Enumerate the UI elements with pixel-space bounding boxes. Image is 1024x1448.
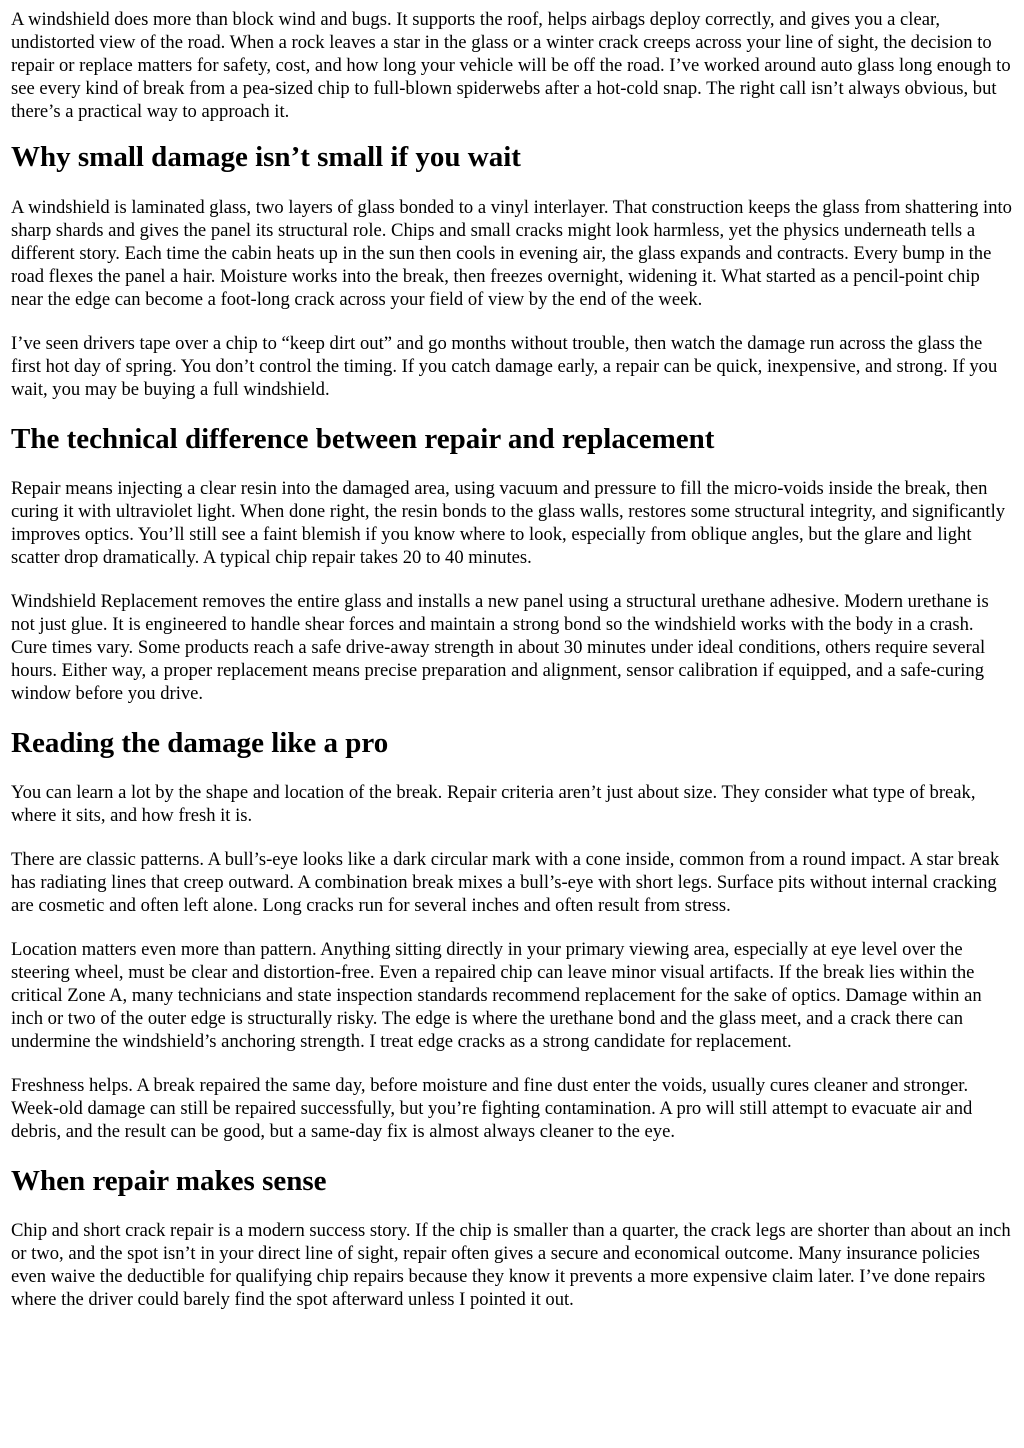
- paragraph: You can learn a lot by the shape and location of the break. Repair criteria aren’t just about size. They consider what type of break, where it sits, and how fresh it is.: [11, 782, 976, 826]
- paragraph: Repair means injecting a clear resin into the damaged area, using vacuum and pressure to fill the micro-voids inside the break, then curing it with ultraviolet light. When done right, the resin bonds to the glass walls, restores some structural integrity, and significantly improves optics. You’ll still see a faint blemish if you know where to look, especially from oblique angles, but the glare and light scatter drop dramatically. A typical chip repair takes 20 to 40 minutes.: [11, 478, 1006, 568]
- section-small-damage: [11, 140, 1014, 401]
- intro-paragraph: A windshield does more than block wind and bugs. It supports the roof, helps airbags deploy correctly, and gives you a clear, undistorted view of the road. When a rock leaves a star in the glass or a winter crack creeps across your line of sight, the decision to repair or replace matters for safety, cost, and how long your vehicle will be off the road. I’ve worked around auto glass long enough to see every kind of break from a pea-sized chip to full-blown spiderwebs after a hot-cold snap. The right call isn’t always obvious, but there’s a practical way to approach it.: [11, 9, 1011, 122]
- paragraph: Location matters even more than pattern. Anything sitting directly in your primary viewing area, especially at eye level over the steering wheel, must be clear and distortion-free. Even a repaired chip can leave minor visual artifacts. If the break lies within the critical Zone A, many technicians and state inspection standards recommend replacement for the sake of optics. Damage within an inch or two of the outer edge is structurally risky. The edge is where the urethane bond and the glass meet, and a crack there can undermine the windshield’s anchoring strength. I treat edge cracks as a strong candidate for replacement.: [11, 939, 982, 1052]
- section-reading-damage: [11, 726, 1014, 1143]
- section-heading: The technical difference between repair and replacement: [11, 423, 715, 455]
- paragraph: There are classic patterns. A bull’s-eye looks like a dark circular mark with a cone inside, common from a round impact. A star break has radiating lines that creep outward. A combination break mixes a bull’s-eye with short legs. Surface pits without internal cracking are cosmetic and often left alone. Long cracks run for several inches and often result from stress.: [11, 849, 1000, 916]
- paragraph: Freshness helps. A break repaired the same day, before moisture and fine dust enter the voids, usually cures cleaner and stronger. Week-old damage can still be repaired successfully, but you’re fighting contamination. A pro will still attempt to evacuate air and debris, and the result can be good, but a same-day fix is almost always cleaner to the eye.: [11, 1075, 973, 1142]
- paragraph: A windshield is laminated glass, two layers of glass bonded to a vinyl interlayer. That construction keeps the glass from shattering into sharp shards and gives the panel its structural role. Chips and small cracks might look harmless, yet the physics underneath tells a different story. Each time the cabin heats up in the sun then cools in evening air, the glass expands and contracts. Every bump in the road flexes the panel a hair. Moisture works into the break, then freezes overnight, widening it. What started as a pencil-point chip near the edge can become a foot-long crack across your field of view by the end of the week.: [11, 197, 1012, 310]
- section-heading: When repair makes sense: [11, 1165, 327, 1197]
- section-heading: Reading the damage like a pro: [11, 727, 389, 759]
- paragraph: I’ve seen drivers tape over a chip to “keep dirt out” and go months without trouble, then watch the damage run across the glass the first hot day of spring. You don’t control the timing. If you catch damage early, a repair can be quick, inexpensive, and strong. If you wait, you may be buying a full windshield.: [11, 333, 998, 400]
- section-when-repair: [11, 1164, 1014, 1311]
- section-heading: Why small damage isn’t small if you wait: [11, 141, 521, 173]
- section-technical-difference: [11, 422, 1014, 705]
- paragraph: Chip and short crack repair is a modern success story. If the chip is smaller than a quarter, the crack legs are shorter than about an inch or two, and the spot isn’t in your direct line of sight, repair often gives a secure and economical outcome. Many insurance policies even waive the deductible for qualifying chip repairs because they know it prevents a more expensive claim later. I’ve done repairs where the driver could barely find the spot afterward unless I pointed it out.: [11, 1220, 1011, 1310]
- paragraph: Windshield Replacement removes the entire glass and installs a new panel using a structural urethane adhesive. Modern urethane is not just glue. It is engineered to handle shear forces and maintain a strong bond so the windshield works with the body in a crash. Cure times vary. Some products reach a safe drive-away strength in about 30 minutes under ideal conditions, others require several hours. Either way, a proper replacement means precise preparation and alignment, sensor calibration if equipped, and a safe-curing window before you drive.: [11, 591, 989, 704]
